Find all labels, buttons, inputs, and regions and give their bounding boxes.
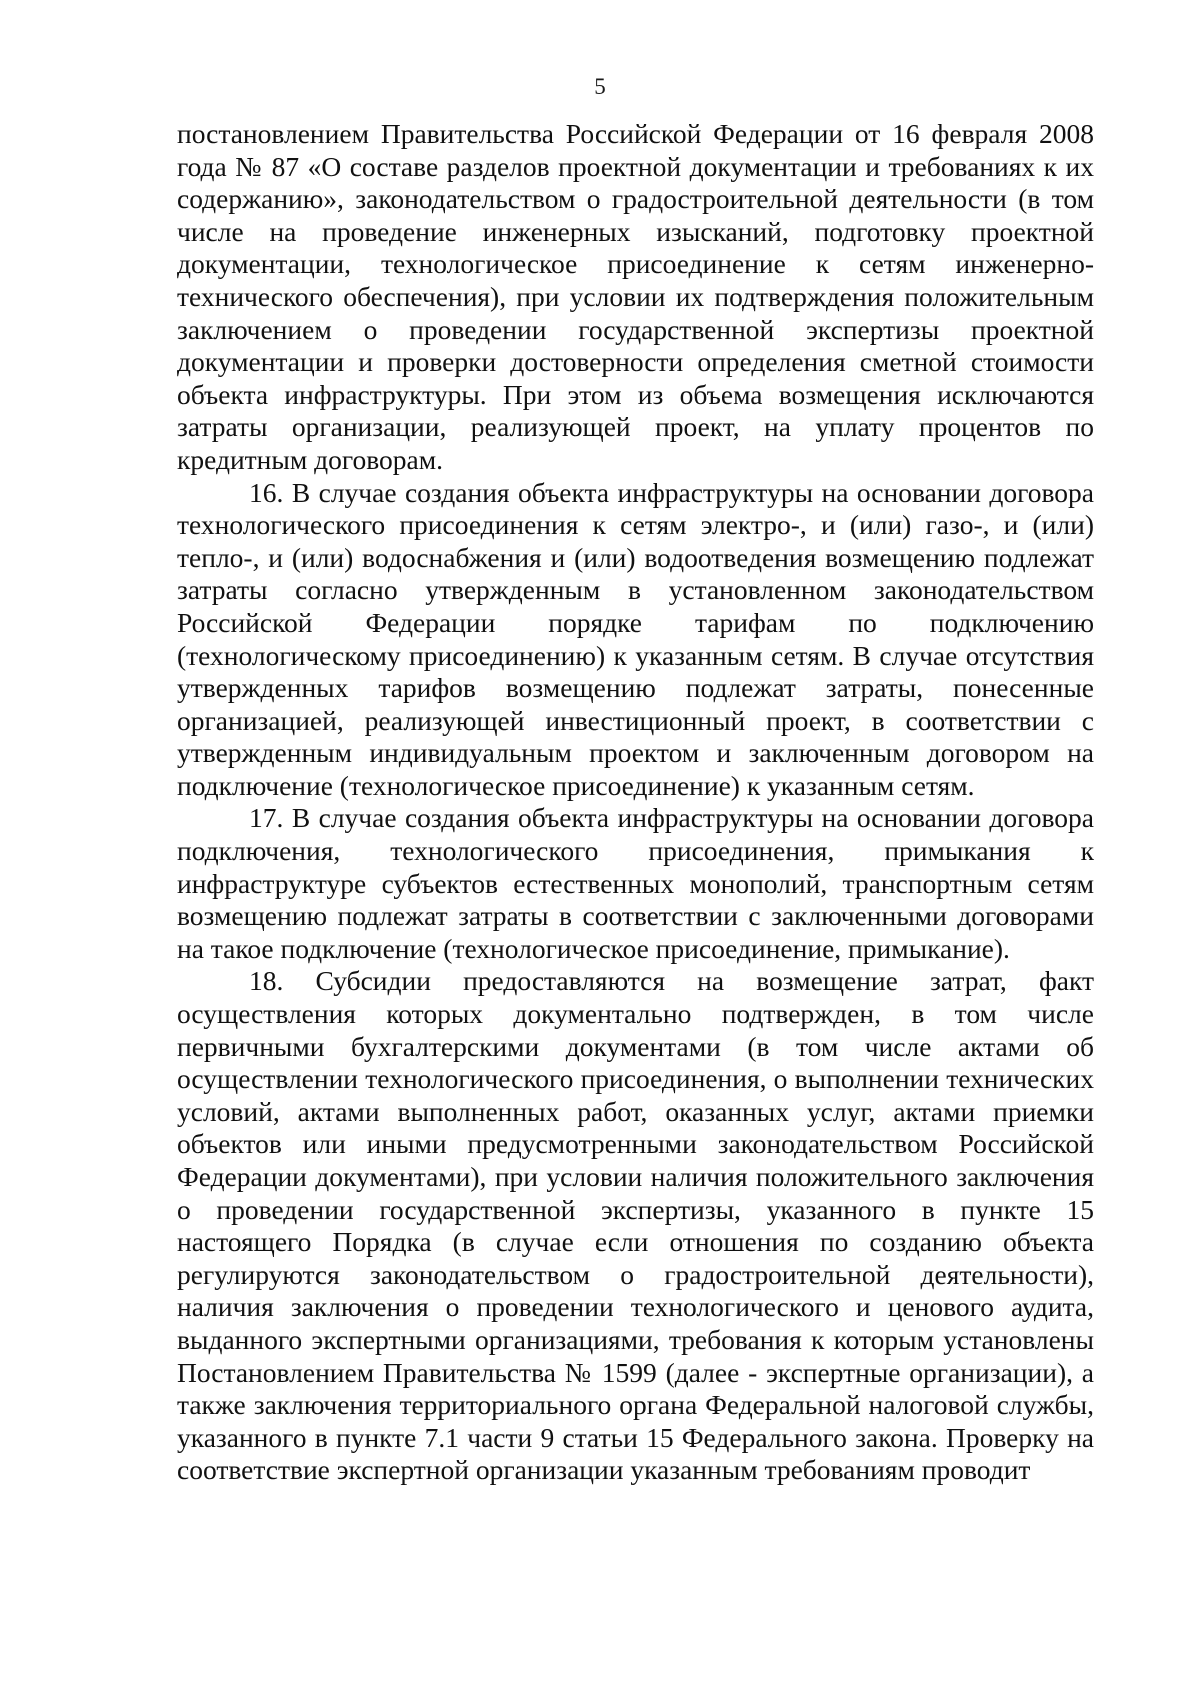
- paragraph-continuation: постановлением Правительства Российской Федерации от 16 февраля 2008 года № 87 «О составе разделов проектной документации и требованиях к их содержанию», законодательством о градостроительной деятельности (в том числе на проведение инженерных изысканий, подготовку проектной документации, технологическое присоединение к сетям инженерно-технического обеспечения), при условии их подтверждения положительным заключением о проведении государственной экспертизы проектной документации и проверки достоверности определения сметной стоимости объекта инфраструктуры. При этом из объема возмещения исключаются затраты организации, реализующей проект, на уплату процентов по кредитным договорам.: [177, 118, 1094, 475]
- paragraph-clause-18: 18. Субсидии предоставляются на возмещение затрат, факт осуществления которых документально подтвержден, в том числе первичными бухгалтерскими документами (в том числе актами об осуществлении технологического присоединения, о выполнении технических условий, актами выполненных работ, оказанных услуг, актами приемки объектов или иными предусмотренными законодательством Российской Федерации документами), при условии наличия положительного заключения о проведении государственной экспертизы, указанного в пункте 15 настоящего Порядка (в случае если отношения по созданию объекта регулируются законодательством о градостроительной деятельности), наличия заключения о проведении технологического и ценового аудита, выданного экспертными организациями, требования к которым установлены Постановлением Правительства № 1599 (далее - экспертные организации), а также заключения территориального органа Федеральной налоговой службы, указанного в пункте 7.1 части 9 статьи 15 Федерального закона. Проверку на соответствие экспертной организации указанным требованиям проводит: [177, 965, 1094, 1486]
- page-number: 5: [594, 74, 606, 99]
- document-body: [177, 118, 1094, 1487]
- paragraph-clause-16: 16. В случае создания объекта инфраструктуры на основании договора технологического присоединения к сетям электро-, и (или) газо-, и (или) тепло-, и (или) водоснабжения и (или) водоотведения возмещению подлежат затраты согласно утвержденным в установленном законодательством Российской Федерации порядке тарифам по подключению (технологическому присоединению) к указанным сетям. В случае отсутствия утвержденных тарифов возмещению подлежат затраты, понесенные организацией, реализующей инвестиционный проект, в соответствии с утвержденным индивидуальным проектом и заключенным договором на подключение (технологическое присоединение) к указанным сетям.: [177, 476, 1094, 801]
- paragraph-clause-17: 17. В случае создания объекта инфраструктуры на основании договора подключения, технологического присоединения, примыкания к инфраструктуре субъектов естественных монополий, транспортным сетям возмещению подлежат затраты в соответствии с заключенными договорами на такое подключение (технологическое присоединение, примыкание).: [177, 802, 1094, 964]
